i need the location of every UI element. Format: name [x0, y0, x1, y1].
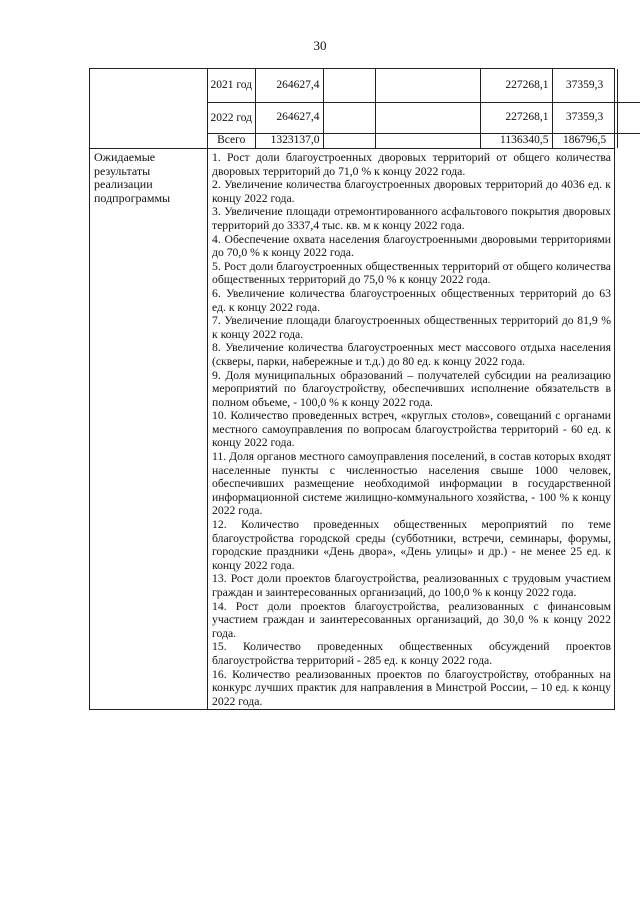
year-cell: 2021 год [208, 69, 255, 102]
result-item: 12. Количество проведенных общественных мероприятий по теме благоустройства городской среды (субботники, встречи, семинары, форумы, городские праздники «День двора», «День улицы» и др.) - не менее 25 ед. к концу 2022 года. [212, 518, 611, 572]
amount-cell: 227268,1 [480, 102, 552, 133]
result-item: 11. Доля органов местного самоуправления поселений, в состав которых входят населенные пункты с численностью населения свыше 1000 человек, обеспечивших размещение необходимой информации в государственной информационной системе жилищно-коммунального хозяйства, - 100 % к концу 2022 года. [212, 450, 611, 518]
result-item: 10. Количество проведенных встреч, «круглых столов», совещаний с органами местного самоуправления по вопросам благоустройства территорий - 60 ед. к концу 2022 года. [212, 409, 611, 450]
amount-cell [375, 69, 480, 102]
result-item: 5. Рост доли благоустроенных общественных территорий от общего количества общественных территорий до 75,0 % к концу 2022 года. [212, 259, 611, 287]
results-row [90, 149, 615, 710]
result-item: 4. Обеспечение охвата населения благоустроенными дворовыми территориями до 70,0 % к концу 2022 года. [212, 232, 611, 260]
result-item: 8. Увеличение количества благоустроенных мест массового отдыха населения (скверы, парки, набережные и т.д.) до 80 ед. к концу 2022 года. [212, 341, 611, 368]
table-row [208, 102, 640, 133]
amount-cell: 186796,5 [552, 133, 617, 148]
amount-cell: 37359,3 [552, 102, 617, 133]
amount-cell [323, 102, 375, 133]
amount-cell [323, 133, 375, 148]
passport-table [89, 68, 615, 710]
result-item: 15. Количество проведенных общественных обсуждений проектов благоустройства территорий - 285 ед. к концу 2022 года. [212, 640, 611, 667]
result-item: 7. Увеличение площади благоустроенных общественных территорий до 81,9 % к концу 2022 года. [212, 314, 611, 341]
year-cell: 2022 год [208, 102, 255, 133]
amount-cell [617, 69, 640, 102]
finance-table [208, 69, 640, 148]
results-label: Ожидаемые результаты реализации подпрограммы [90, 149, 208, 710]
table-row [208, 133, 640, 148]
finance-row [90, 69, 615, 149]
result-item: 2. Увеличение количества благоустроенных дворовых территорий до 4036 ед. к концу 2022 года. [212, 178, 611, 205]
finance-label-cell [90, 69, 208, 149]
table-row [208, 69, 640, 102]
amount-cell [323, 69, 375, 102]
amount-cell [375, 133, 480, 148]
finance-cell [208, 69, 615, 149]
result-item: 6. Увеличение количества благоустроенных общественных территорий до 63 ед. к концу 2022 года. [212, 286, 611, 314]
result-item: 1. Рост доли благоустроенных дворовых территорий от общего количества дворовых территорий до 71,0 % к концу 2022 года. [212, 151, 611, 178]
amount-cell [617, 133, 640, 148]
result-item: 16. Количество реализованных проектов по благоустройству, отобранных на конкурс лучших практик для направления в Минстрой России, – 10 ед. к концу 2022 года. [212, 667, 611, 708]
amount-cell: 1323137,0 [255, 133, 323, 148]
result-item: 3. Увеличение площади отремонтированного асфальтового покрытия дворовых территорий до 3337,4 тыс. кв. м к концу 2022 года. [212, 205, 611, 232]
amount-cell [375, 102, 480, 133]
amount-cell [617, 102, 640, 133]
results-list [208, 149, 615, 710]
page-number: 30 [313, 38, 327, 53]
amount-cell: 37359,3 [552, 69, 617, 102]
amount-cell: 227268,1 [480, 69, 552, 102]
result-item: 14. Рост доли проектов благоустройства, реализованных с финансовым участием граждан и заинтересованных организаций, до 30,0 % к концу 2022 года. [212, 599, 611, 640]
result-item: 9. Доля муниципальных образований – получателей субсидии на реализацию мероприятий по благоустройству, обеспечивших исполнение обязательств в полном объеме, - 100,0 % к концу 2022 года. [212, 368, 611, 409]
result-item: 13. Рост доли проектов благоустройства, реализованных с трудовым участием граждан и заинтересованных организаций, до 100,0 % к концу 2022 года. [212, 572, 611, 599]
total-label-cell: Всего [208, 133, 255, 148]
amount-cell: 1136340,5 [480, 133, 552, 148]
amount-cell: 264627,4 [255, 102, 323, 133]
amount-cell: 264627,4 [255, 69, 323, 102]
